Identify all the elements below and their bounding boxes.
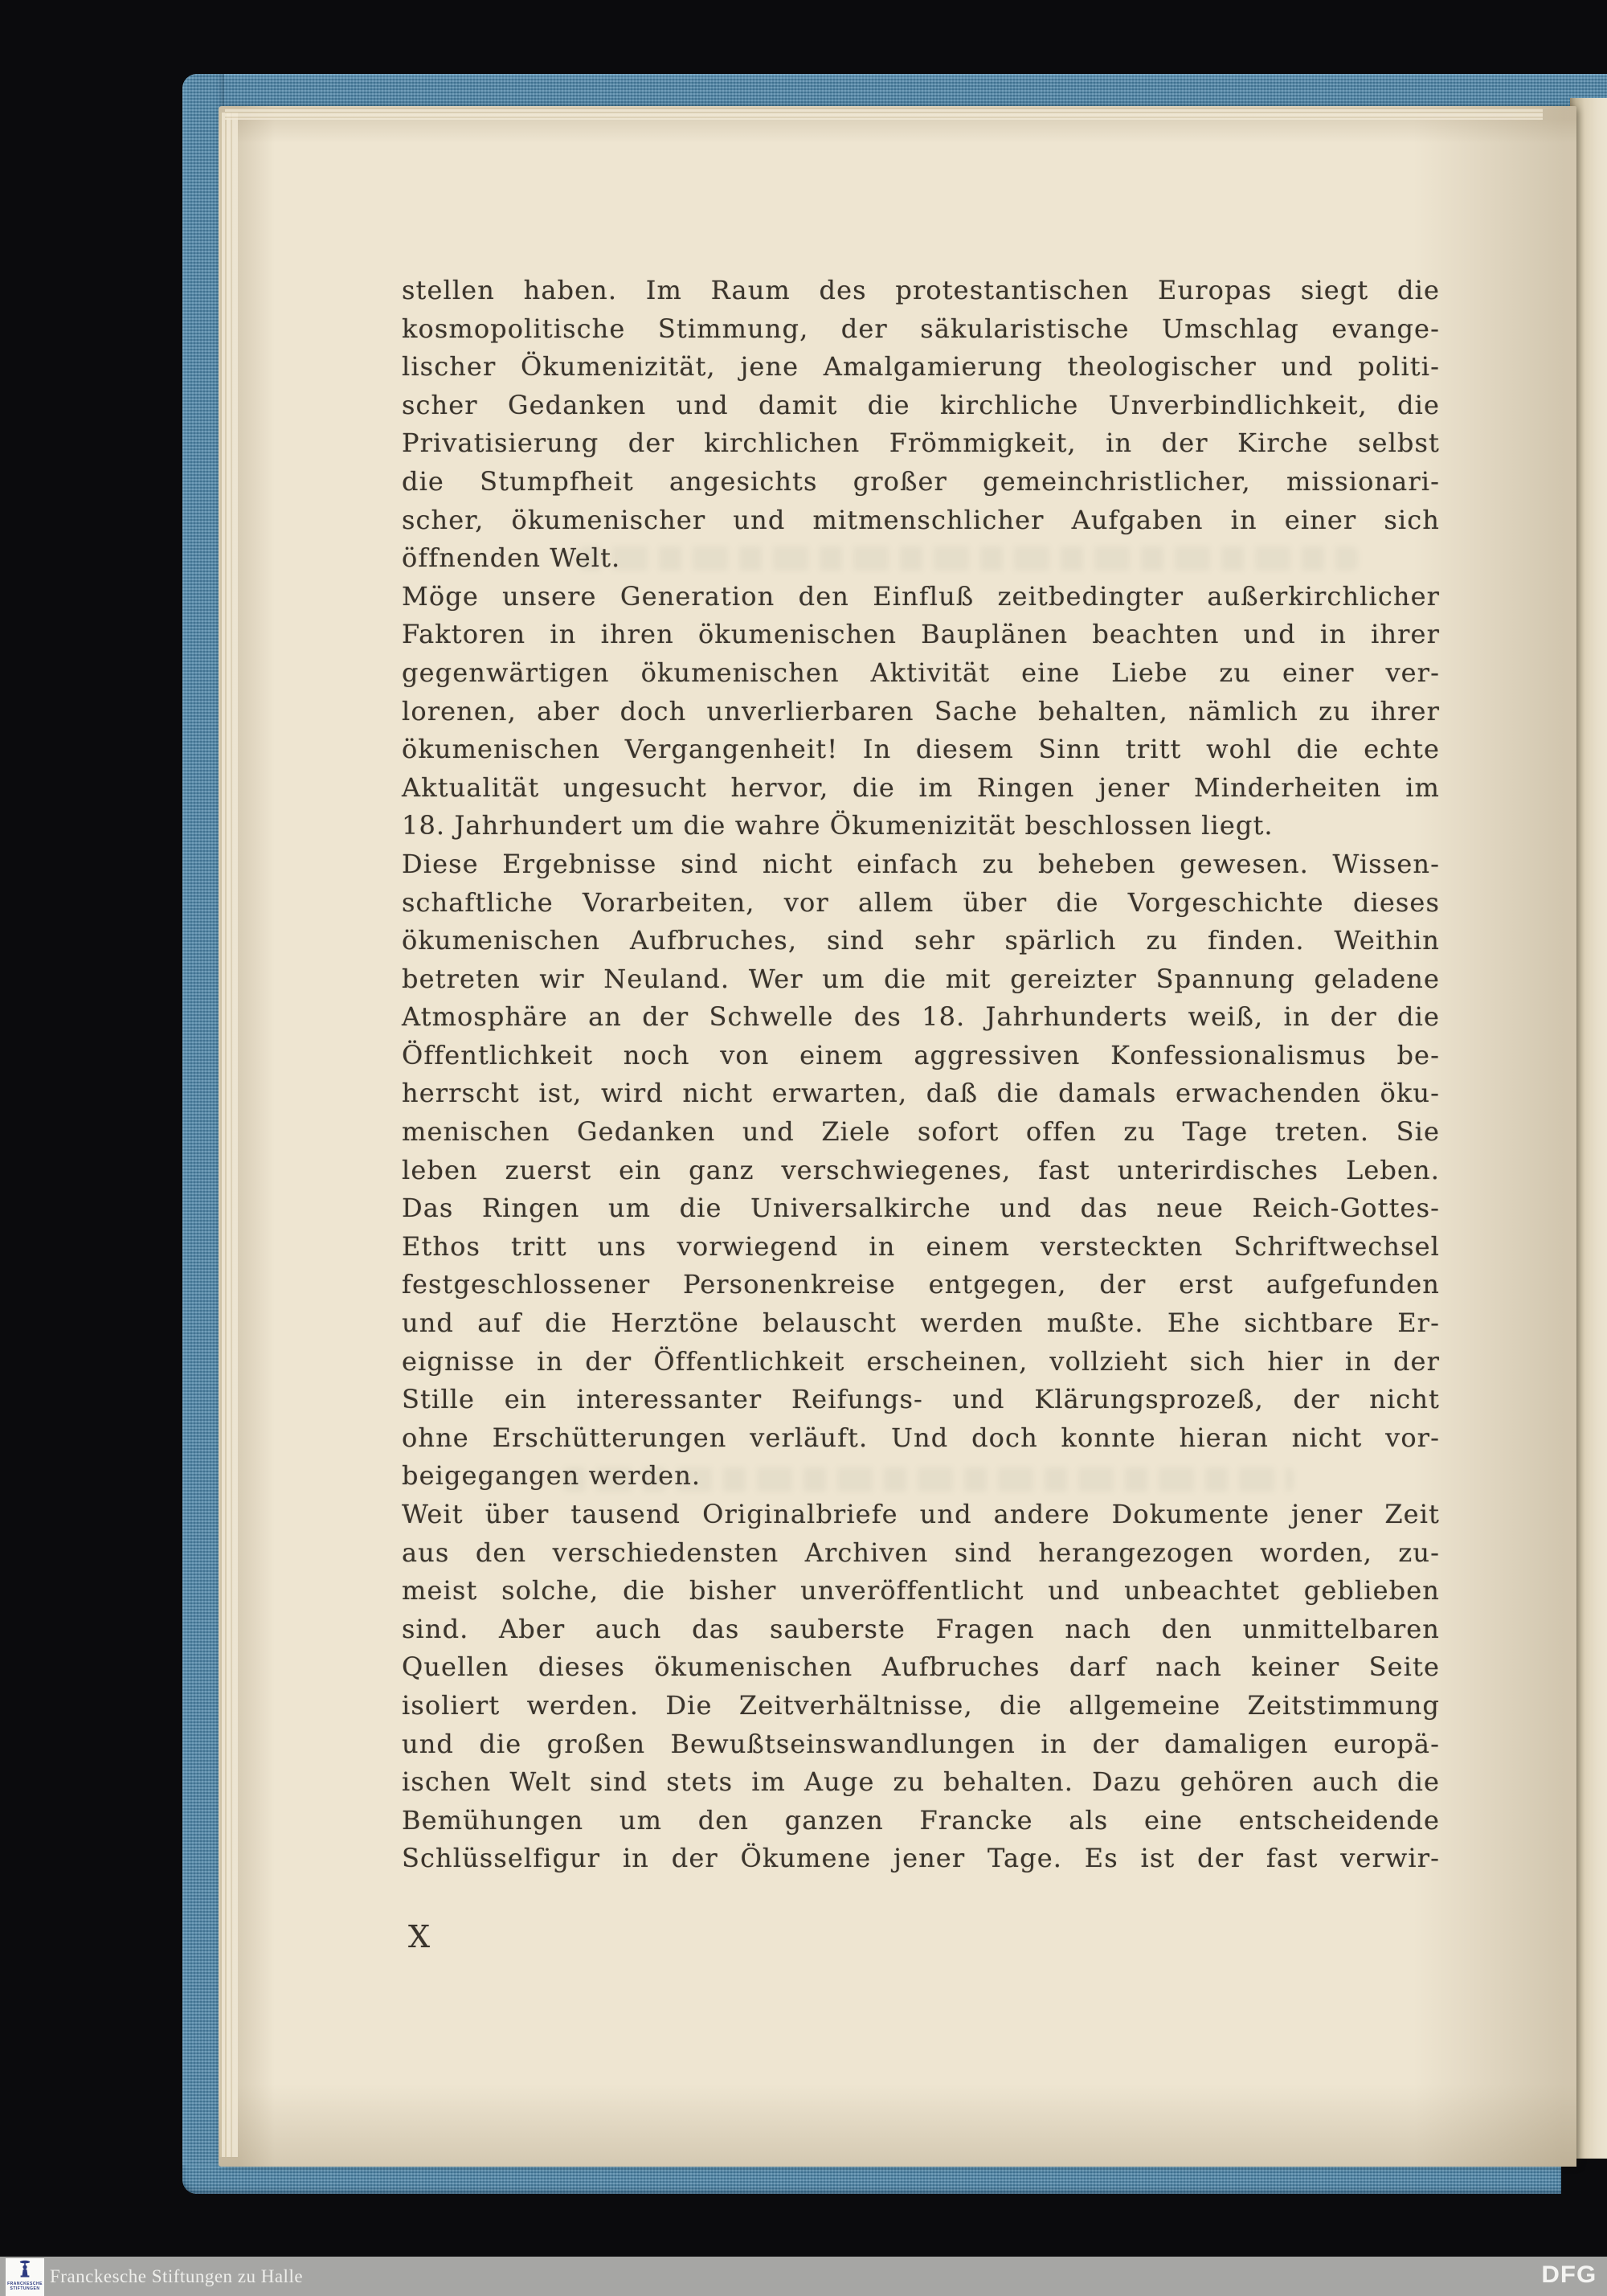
text-line: Faktoren in ihren ökumenischen Bauplänen beachten und in ihrer (402, 619, 1440, 650)
text-line: eignisse in der Öffentlichkeit erscheinen, vollzieht sich hier in der (402, 1345, 1440, 1377)
page-number: X (408, 1919, 431, 1954)
text-line: 18. Jahrhundert um die wahre Ökumenizität beschlossen liegt. (402, 810, 1274, 841)
page-text (402, 272, 1440, 1878)
text-line: sind. Aber auch das sauberste Fragen nach den unmittelbaren (402, 1613, 1440, 1644)
text-line: Möge unsere Generation den Einfluß zeitbedingter außerkirchlicher (402, 580, 1440, 612)
text-line: lorenen, aber doch unverlierbaren Sache behalten, nämlich zu ihrer (402, 695, 1440, 726)
text-line: meist solche, die bisher unveröffentlicht und unbeachtet geblieben (402, 1575, 1440, 1606)
text-line: herrscht ist, wird nicht erwarten, daß die damals erwachenden öku- (402, 1078, 1440, 1109)
book-cover-bottom-edge (182, 2165, 1561, 2194)
text-line: kosmopolitische Stimmung, der säkularistische Umschlag evange- (402, 313, 1440, 344)
text-line: Stille ein interessanter Reifungs- und Klärungsprozeß, der nicht (402, 1384, 1440, 1415)
text-line: Privatisierung der kirchlichen Frömmigkeit, in der Kirche selbst (402, 428, 1440, 459)
text-line: isoliert werden. Die Zeitverhältnisse, die allgemeine Zeitstimmung (402, 1689, 1440, 1721)
text-line: Diese Ergebnisse sind nicht einfach zu beheben gewesen. Wissen- (402, 848, 1440, 879)
text-line: Aktualität ungesucht hervor, die im Ringen jener Minderheiten im (402, 771, 1440, 803)
text-line: ökumenischen Vergangenheit! In diesem Sinn tritt wohl die echte (402, 734, 1440, 765)
text-line: Das Ringen um die Universalkirche und das neue Reich-Gottes- (402, 1193, 1440, 1224)
text-line: Weit über tausend Originalbriefe und andere Dokumente jener Zeit (402, 1499, 1440, 1529)
text-line: scher Gedanken und damit die kirchliche Unverbindlichkeit, die (402, 389, 1440, 420)
franckesche-logo (6, 2258, 44, 2296)
text-line: Atmosphäre an der Schwelle des 18. Jahrhunderts weiß, in der die (402, 1001, 1440, 1033)
text-line: menischen Gedanken und Ziele sofort offen zu Tage treten. Sie (402, 1116, 1440, 1148)
franckesche-emblem-icon (16, 2260, 34, 2281)
text-line: Bemühungen um den ganzen Francke als eine entscheidende (402, 1804, 1440, 1836)
viewer-footer-bar (0, 2257, 1607, 2296)
text-line: festgeschlossener Personenkreise entgegen, der erst aufgefunden (402, 1269, 1440, 1300)
text-line: scher, ökumenischer und mitmenschlicher Aufgaben in einer sich (402, 504, 1440, 535)
text-line: schaftliche Vorarbeiten, vor allem über die Vorgeschichte dieses (402, 886, 1440, 918)
text-line: lischer Ökumenizität, jene Amalgamierung theologischer und politi- (402, 351, 1440, 383)
text-line: und auf die Herztöne belauscht werden mußte. Ehe sichtbare Er- (402, 1308, 1440, 1339)
text-line: und die großen Bewußtseinswandlungen in der damaligen europä- (402, 1728, 1440, 1759)
text-line: Ethos tritt uns vorwiegend in einem versteckten Schriftwechsel (402, 1230, 1440, 1262)
book-page (219, 106, 1576, 2167)
text-line: öffnenden Welt. (402, 542, 621, 574)
text-line: betreten wir Neuland. Wer um die mit gereizter Spannung geladene (402, 963, 1440, 994)
text-line: leben zuerst ein ganz verschwiegenes, fast unterirdisches Leben. (402, 1154, 1440, 1185)
text-line: Quellen dieses ökumenischen Aufbruches darf nach keiner Seite (402, 1651, 1440, 1683)
text-line: die Stumpfheit angesichts großer gemeinchristlicher, missionari- (402, 465, 1440, 497)
text-line: Schlüsselfigur in der Ökumene jener Tage. Es ist der fast verwir- (402, 1843, 1440, 1874)
text-line: aus den verschiedensten Archiven sind herangezogen worden, zu- (402, 1537, 1440, 1568)
text-line: ökumenischen Aufbruches, sind sehr spärlich zu finden. Weithin (402, 925, 1440, 956)
text-line: beigegangen werden. (402, 1460, 701, 1492)
text-line: ischen Welt sind stets im Auge zu behalten. Dazu gehören auch die (402, 1766, 1440, 1798)
dfg-logo: DFG (1541, 2261, 1597, 2288)
institution-name: Franckesche Stiftungen zu Halle (50, 2266, 304, 2286)
text-line: stellen haben. Im Raum des protestantischen Europas siegt die (402, 275, 1440, 305)
text-line: gegenwärtigen ökumenischen Aktivität eine Liebe zu einer ver- (402, 657, 1440, 688)
text-line: ohne Erschütterungen verläuft. Und doch konnte hieran nicht vor- (402, 1422, 1440, 1453)
text-line: Öffentlichkeit noch von einem aggressiven Konfessionalismus be- (402, 1039, 1440, 1070)
franckesche-logo-caption: FRANCKESCHE STIFTUNGEN (7, 2282, 43, 2291)
